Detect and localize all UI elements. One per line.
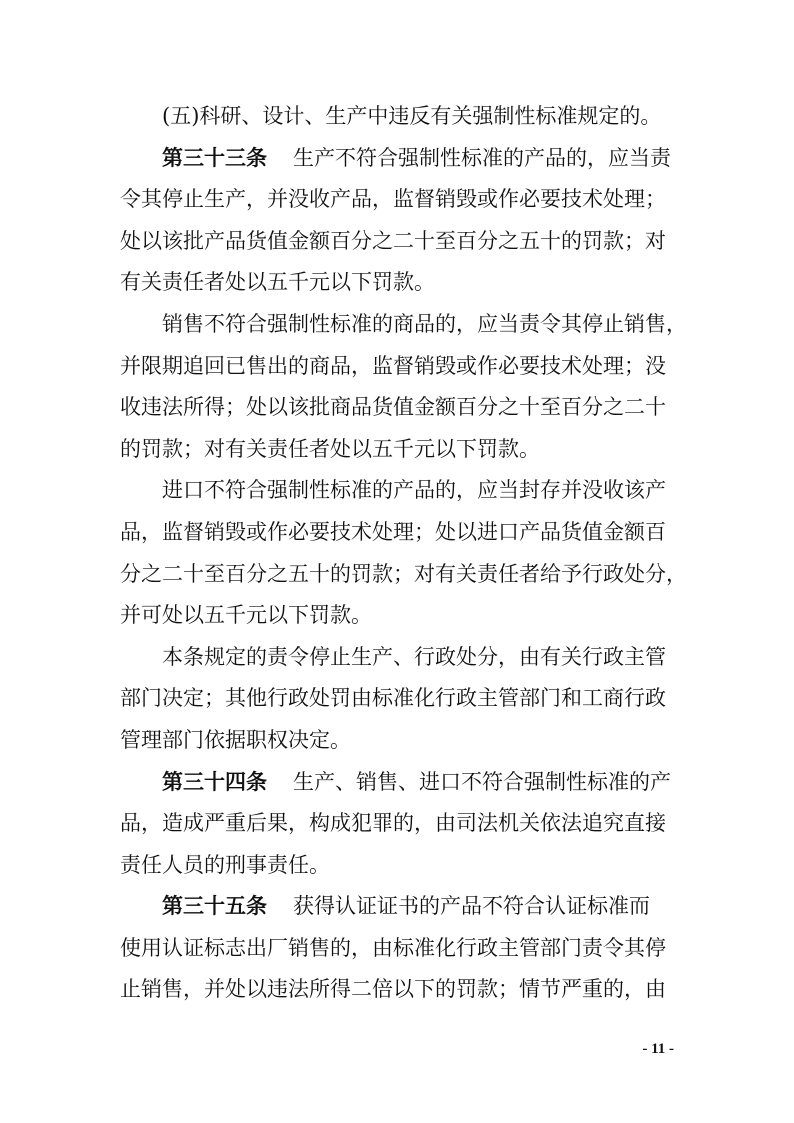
text-line: 止销售，并处以违法所得二倍以下的罚款；情节严重的，由 <box>120 977 666 1002</box>
text-line: 并限期追回已售出的商品，监督销毁或作必要技术处理；没 <box>120 353 666 378</box>
text-line: 的罚款；对有关责任者处以五千元以下罚款。 <box>120 436 540 461</box>
text-line: 令其停止生产，并没收产品，监督销毁或作必要技术处理； <box>120 187 666 212</box>
article-35 <box>120 886 680 1011</box>
text-line: 处以该批产品货值金额百分之二十至百分之五十的罚款；对 <box>120 228 666 253</box>
paragraph-import <box>120 470 687 636</box>
article-heading: 第三十三条 <box>162 145 267 170</box>
document-body <box>120 96 687 1011</box>
text-line: 有关责任者处以五千元以下罚款。 <box>120 270 435 295</box>
text-line: 分之二十至百分之五十的罚款；对有关责任者给予行政处分， <box>120 561 687 586</box>
text-line: 管理部门依据职权决定。 <box>120 727 351 752</box>
page-number: - 11 - <box>642 1041 674 1057</box>
text-line: 使用认证标志出厂销售的，由标准化行政主管部门责令其停 <box>120 935 666 960</box>
text-line <box>120 762 680 804</box>
text-line: 并可处以五千元以下罚款。 <box>120 603 372 628</box>
text-line: 品，监督销毁或作必要技术处理；处以进口产品货值金额百 <box>120 519 666 544</box>
article-33 <box>120 138 680 304</box>
text-line: (五)科研、设计、生产中违反有关强制性标准规定的。 <box>162 104 662 128</box>
article-text: 生产不符合强制性标准的产品的，应当责 <box>293 145 671 170</box>
text-line <box>120 138 680 180</box>
article-heading: 第三十四条 <box>162 769 267 794</box>
text-line: 部门决定；其他行政处罚由标准化行政主管部门和工商行政 <box>120 686 666 711</box>
paragraph-sales <box>120 304 687 470</box>
article-heading: 第三十五条 <box>162 894 267 919</box>
article-34 <box>120 762 680 887</box>
text-line: 责任人员的刑事责任。 <box>120 852 330 877</box>
text-line: 本条规定的责令停止生产、行政处分，由有关行政主管 <box>162 644 666 669</box>
text-line: 品，造成严重后果，构成犯罪的，由司法机关依法追究直接 <box>120 811 666 836</box>
article-text: 获得认证证书的产品不符合认证标准而 <box>293 894 650 919</box>
text-line <box>120 886 680 928</box>
paragraph-clause-5 <box>120 96 680 138</box>
text-line: 进口不符合强制性标准的产品的，应当封存并没收该产 <box>162 478 666 503</box>
paragraph-authority <box>120 637 680 762</box>
article-text: 生产、销售、进口不符合强制性标准的产 <box>293 769 671 794</box>
text-line: 收违法所得；处以该批商品货值金额百分之十至百分之二十 <box>120 395 666 420</box>
text-line: 销售不符合强制性标准的商品的，应当责令其停止销售， <box>162 311 687 336</box>
